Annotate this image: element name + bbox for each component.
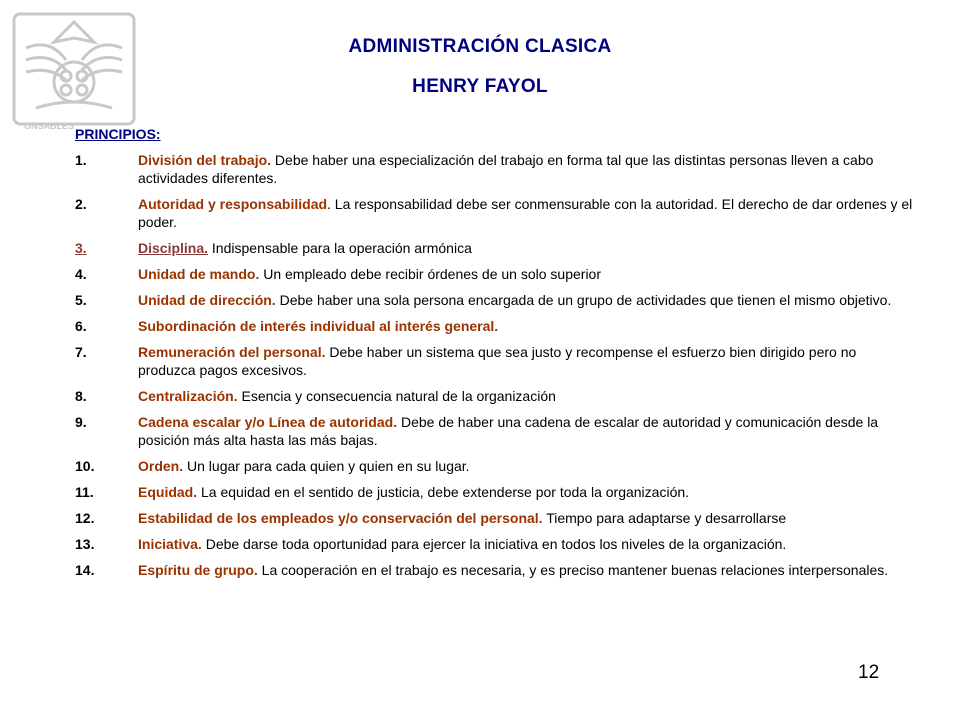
item-text: Indispensable para la operación armónica [208,240,472,256]
principle-item-12 [75,509,915,527]
item-text: Debe haber un sistema que sea justo y recompense el esfuerzo bien dirigido pero no produzca pagos excesivos. [138,344,857,378]
principle-item-13 [75,535,915,553]
item-label: Unidad de mando. [138,266,260,282]
item-label: Equidad. [138,484,198,500]
principle-item-9 [75,413,915,449]
item-number: 7. [75,344,87,360]
item-number: 12. [75,510,95,526]
item-number: 1. [75,152,87,168]
principle-item-8 [75,387,915,405]
item-label: División del trabajo. [138,152,272,168]
item-text: Tiempo para adaptarse y desarrollarse [542,510,787,526]
item-text: La equidad en el sentido de justicia, debe extenderse por toda la organización. [197,484,690,500]
item-text: Debe de haber una cadena de escalar de autoridad y comunicación desde la posición más alta hasta las más bajas. [138,414,879,448]
university-seal-watermark [6,8,142,134]
item-number: 11. [75,484,94,500]
item-number: 14. [75,562,95,578]
page-number: 12 [858,662,880,683]
item-label: Subordinación de interés individual al interés general. [138,318,499,334]
principle-item-1 [75,151,915,187]
item-label: Estabilidad de los empleados y/o conservación del personal. [138,510,543,526]
item-label: Unidad de dirección. [138,292,276,308]
item-number: 13. [75,536,95,552]
item-number: 3. [75,240,87,256]
principle-item-11 [75,483,915,501]
item-text: La cooperación en el trabajo es necesaria, y es preciso mantener buenas relaciones interpersonales. [257,562,889,578]
seal-lettering: ONSABLES [24,121,75,131]
principle-item-6 [75,317,915,335]
item-number: 10. [75,458,95,474]
item-number: 4. [75,266,87,282]
item-label: Espíritu de grupo. [138,562,258,578]
item-number: 5. [75,292,87,308]
principle-item-10 [75,457,915,475]
item-text: Esencia y consecuencia natural de la organización [237,388,556,404]
item-text: Un empleado debe recibir órdenes de un solo superior [259,266,601,282]
page-title: ADMINISTRACIÓN CLASICA [348,36,612,57]
item-number: 6. [75,318,87,334]
page-subtitle: HENRY FAYOL [412,76,548,97]
item-number: 2. [75,196,87,212]
item-label: Centralización. [138,388,238,404]
item-label: Cadena escalar y/o Línea de autoridad. [138,414,398,430]
item-label: Remuneración del personal. [138,344,326,360]
item-text: Debe haber una especialización del trabajo en forma tal que las distintas personas lleven a cabo actividades diferentes. [138,152,874,186]
item-text: Un lugar para cada quien y quien en su lugar. [183,458,470,474]
section-heading: PRINCIPIOS: [75,126,161,142]
item-label: Iniciativa. [138,536,202,552]
principle-item-4 [75,265,915,283]
item-label: Disciplina. [138,240,209,256]
item-number: 8. [75,388,87,404]
principle-item-2 [75,195,915,231]
item-label: Autoridad y responsabilidad [138,196,328,212]
item-text: Debe darse toda oportunidad para ejercer la iniciativa en todos los niveles de la organización. [201,536,787,552]
item-text: Debe haber una sola persona encargada de un grupo de actividades que tienen el mismo objetivo. [275,292,892,308]
principle-item-7 [75,343,915,379]
principle-item-3 [75,239,915,257]
item-number: 9. [75,414,87,430]
item-label: Orden. [138,458,184,474]
principle-item-14 [75,561,915,579]
item-text: . La responsabilidad debe ser conmensurable con la autoridad. El derecho de dar ordenes y el poder. [138,196,913,230]
principles-list [75,151,915,587]
principle-item-5 [75,291,915,309]
